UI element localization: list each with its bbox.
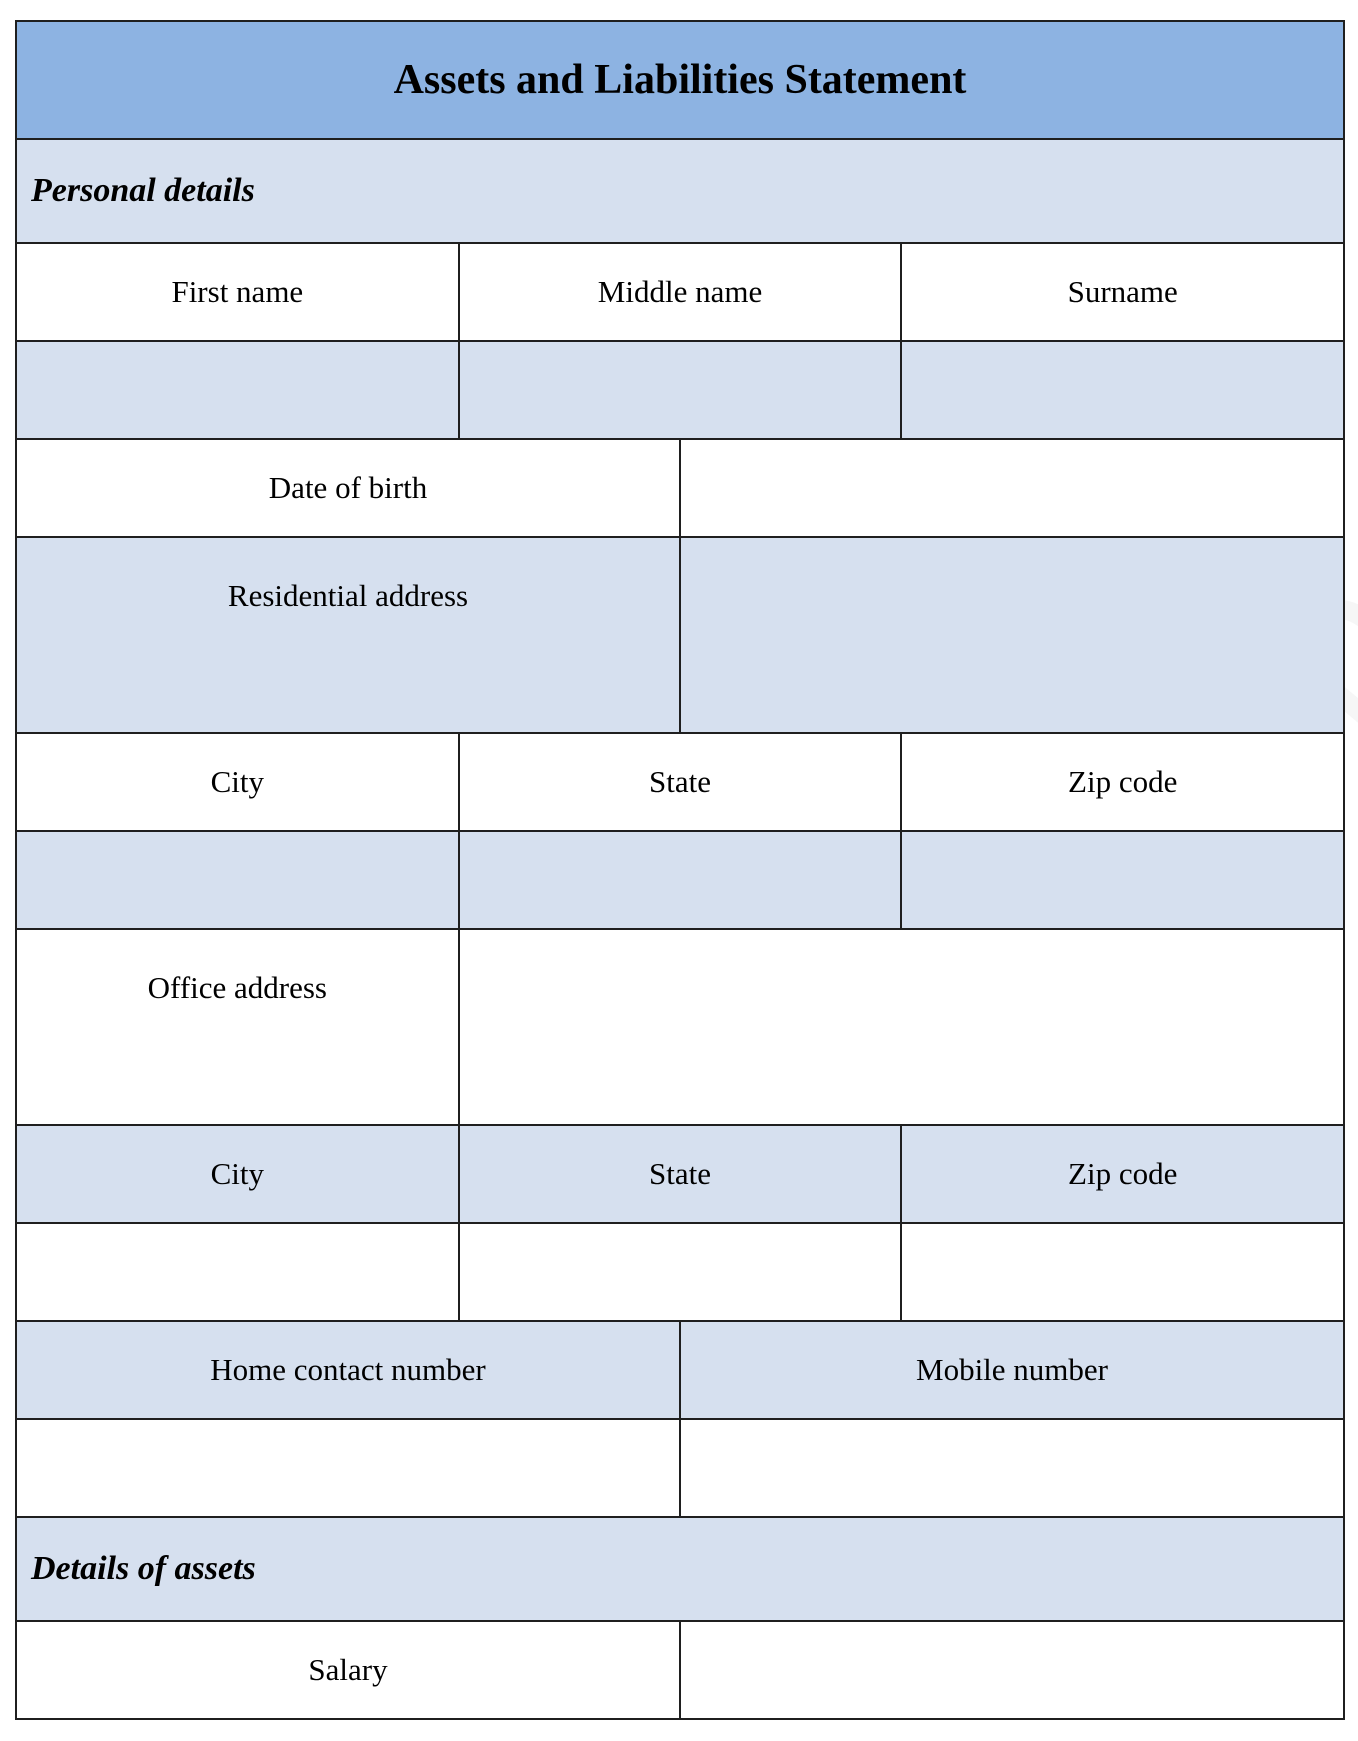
- office-city-label: City: [17, 1126, 460, 1224]
- residential-location-labels-row: [17, 734, 1345, 832]
- home-contact-number-label: Home contact number: [17, 1322, 681, 1420]
- mobile-number-label: Mobile number: [681, 1322, 1345, 1420]
- date-of-birth-label: Date of birth: [17, 440, 681, 538]
- salary-field[interactable]: [681, 1622, 1345, 1720]
- salary-row: [17, 1622, 1345, 1720]
- details-of-assets-section-row: [17, 1518, 1345, 1622]
- residential-location-fields-row: [17, 832, 1345, 930]
- office-city-field[interactable]: [17, 1224, 460, 1322]
- state-label: State: [460, 734, 903, 832]
- contact-labels-row: [17, 1322, 1345, 1420]
- city-label: City: [17, 734, 460, 832]
- form-title: Assets and Liabilities Statement: [17, 22, 1345, 140]
- salary-label: Salary: [17, 1622, 681, 1720]
- first-name-label: First name: [17, 244, 460, 342]
- mobile-number-field[interactable]: [681, 1420, 1345, 1518]
- state-field[interactable]: [460, 832, 903, 930]
- office-zip-code-field[interactable]: [902, 1224, 1345, 1322]
- office-address-field[interactable]: [460, 930, 1345, 1126]
- section-heading-personal-details: Personal details: [17, 140, 1345, 244]
- surname-field[interactable]: [902, 342, 1345, 440]
- office-location-labels-row: [17, 1126, 1345, 1224]
- residential-address-label-text: Residential address: [227, 578, 469, 613]
- title-row: [17, 22, 1345, 140]
- middle-name-field[interactable]: [460, 342, 903, 440]
- office-location-fields-row: [17, 1224, 1345, 1322]
- residential-address-field[interactable]: [681, 538, 1345, 734]
- city-field[interactable]: [17, 832, 460, 930]
- office-address-label: [17, 930, 460, 1126]
- contact-fields-row: [17, 1420, 1345, 1518]
- residential-address-label: [17, 538, 681, 734]
- zip-code-label: Zip code: [902, 734, 1345, 832]
- residential-address-row: [17, 538, 1345, 734]
- first-name-field[interactable]: [17, 342, 460, 440]
- office-address-label-text: Office address: [147, 970, 327, 1005]
- personal-details-section-row: [17, 140, 1345, 244]
- office-state-field[interactable]: [460, 1224, 903, 1322]
- office-address-row: [17, 930, 1345, 1126]
- date-of-birth-row: [17, 440, 1345, 538]
- zip-code-field[interactable]: [902, 832, 1345, 930]
- date-of-birth-field[interactable]: [681, 440, 1345, 538]
- name-fields-row: [17, 342, 1345, 440]
- home-contact-number-field[interactable]: [17, 1420, 681, 1518]
- office-state-label: State: [460, 1126, 903, 1224]
- middle-name-label: Middle name: [460, 244, 903, 342]
- name-labels-row: [17, 244, 1345, 342]
- surname-label: Surname: [902, 244, 1345, 342]
- section-heading-details-of-assets: Details of assets: [17, 1518, 1345, 1622]
- assets-liabilities-form: [15, 20, 1345, 1720]
- office-zip-code-label: Zip code: [902, 1126, 1345, 1224]
